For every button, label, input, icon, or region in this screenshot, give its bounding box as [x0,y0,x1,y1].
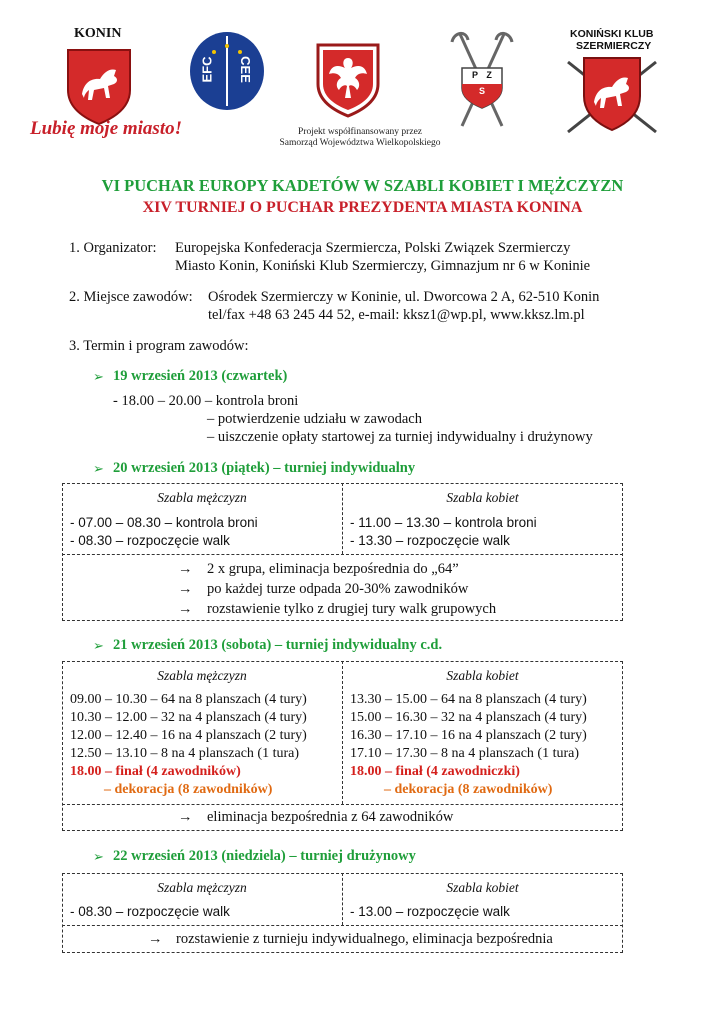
right-arrow-icon: → [178,809,193,825]
day2-women-line-2: - 13.30 – rozpoczęcie walk [350,533,510,548]
day2-men-line-1: - 07.00 – 08.30 – kontrola broni [70,515,258,530]
day3-men-final: 18.00 – finał (4 zawodników) [70,764,241,779]
eagle-shield-icon [315,42,381,118]
club-label-line1: KONIŃSKI KLUB [570,28,654,40]
day3-women-line-1: 13.30 – 15.00 – 64 na 8 planszach (4 tury) [350,692,587,707]
day2-men-head: Szabla mężczyzn [157,490,247,505]
right-arrow-icon: → [148,931,163,947]
day3-row-divider [62,804,623,805]
day2-women-line-1: - 11.00 – 13.30 – kontrola broni [350,515,537,530]
pzs-s-label: S [479,86,486,96]
venue-line-2: tel/fax +48 63 245 44 52, e-mail: kksz1@wp.pl, www.kksz.lm.pl [208,307,585,323]
day1-line-3: – uiszczenie opłaty startowej za turniej indywidualny i drużynowy [207,429,593,445]
day3-women-final: 18.00 – finał (4 zawodniczki) [350,764,520,779]
day3-men-line-4: 12.50 – 13.10 – 8 na 4 planszach (1 tura) [70,746,299,761]
day3-women-line-2: 15.00 – 16.30 – 32 na 4 planszach (4 tury) [350,710,587,725]
day2-note-1: 2 x grupa, eliminacja bezpośrednia do „64” [207,561,459,577]
page-title: VI PUCHAR EUROPY KADETÓW W SZABLI KOBIET I MĘŻCZYZN [101,176,624,195]
program-label: 3. Termin i program zawodów: [69,338,249,354]
venue-label: 2. Miejsce zawodów: [69,289,193,305]
arrow-bullet-icon: ➢ [93,638,104,653]
efc-logo [188,30,266,112]
club-shield-icon [562,52,662,136]
cee-label: CEE [237,56,253,83]
club-logo [562,24,662,136]
day4-women-head: Szabla kobiet [446,880,519,895]
konin-slogan: Lubię moje miasto! [30,118,182,139]
day4-men-head: Szabla mężczyzn [157,880,247,895]
pzs-label: P Z [472,70,495,80]
cofinance-line-2: Samorząd Województwa Wielkopolskiego [279,138,441,148]
day3-women-line-4: 17.10 – 17.30 – 8 na 4 planszach (1 tura) [350,746,579,761]
konin-logo [30,22,182,142]
day4-row-divider [62,925,623,926]
arrow-bullet-icon: ➢ [93,369,104,384]
page-subtitle: XIV TURNIEJ O PUCHAR PREZYDENTA MIASTA KONINA [142,199,583,216]
right-arrow-icon: → [178,581,193,597]
day2-heading: 20 wrzesień 2013 (piątek) – turniej indywidualny [113,460,416,476]
day2-note-2: po każdej turze odpada 20-30% zawodników [207,581,469,597]
day3-note: eliminacja bezpośrednia z 64 zawodników [207,809,454,825]
day3-women-head: Szabla kobiet [446,668,519,683]
day3-men-head: Szabla mężczyzn [157,668,247,683]
day4-heading: 22 wrzesień 2013 (niedziela) – turniej drużynowy [113,848,416,864]
day4-men-line: - 08.30 – rozpoczęcie walk [70,904,230,919]
day3-women-line-3: 16.30 – 17.10 – 16 na 4 planszach (2 tury) [350,728,587,743]
wielkopolska-logo [315,42,381,118]
day2-note-3: rozstawienie tylko z drugiej tury walk grupowych [207,601,497,617]
cofinance-line-1: Projekt współfinansowany przez [298,127,422,137]
arrow-bullet-icon: ➢ [93,849,104,864]
crossed-sabres-icon [446,28,518,132]
day4-note: rozstawienie z turnieju indywidualnego, eliminacja bezpośrednia [176,931,553,947]
day3-men-deco: – dekoracja (8 zawodników) [104,782,273,797]
konin-shield-icon [64,46,134,126]
day1-line-2: – potwierdzenie udziału w zawodach [207,411,422,427]
right-arrow-icon: → [178,601,193,617]
day1-heading: 19 wrzesień 2013 (czwartek) [113,368,288,384]
venue-line-1: Ośrodek Szermierczy w Koninie, ul. Dworcowa 2 A, 62-510 Konin [208,289,600,305]
cofinance-note [240,127,480,149]
organizer-line-1: Europejska Konfederacja Szermiercza, Polski Związek Szermierczy [175,240,571,256]
day3-men-line-2: 10.30 – 12.00 – 32 na 4 planszach (4 tury) [70,710,307,725]
day2-women-head: Szabla kobiet [446,490,519,505]
club-label-line2: SZERMIERCZY [576,40,652,52]
day2-row-divider [62,554,623,555]
arrow-bullet-icon: ➢ [93,461,104,476]
day3-men-line-3: 12.00 – 12.40 – 16 na 4 planszach (2 tury) [70,728,307,743]
efc-label: EFC [199,56,215,83]
right-arrow-icon: → [178,561,193,577]
day3-women-deco: – dekoracja (8 zawodników) [384,782,553,797]
konin-label: KONIN [74,26,122,41]
day3-men-line-1: 09.00 – 10.30 – 64 na 8 planszach (4 tury) [70,692,307,707]
organizer-line-2: Miasto Konin, Koniński Klub Szermierczy, Gimnazjum nr 6 w Koninie [175,258,591,274]
pzs-logo [446,28,518,132]
day1-line-1: - 18.00 – 20.00 – kontrola broni [113,393,299,409]
day4-women-line: - 13.00 – rozpoczęcie walk [350,904,510,919]
day3-heading: 21 wrzesień 2013 (sobota) – turniej indywidualny c.d. [113,637,443,653]
organizer-label: 1. Organizator: [69,240,157,256]
day2-men-line-2: - 08.30 – rozpoczęcie walk [70,533,230,548]
